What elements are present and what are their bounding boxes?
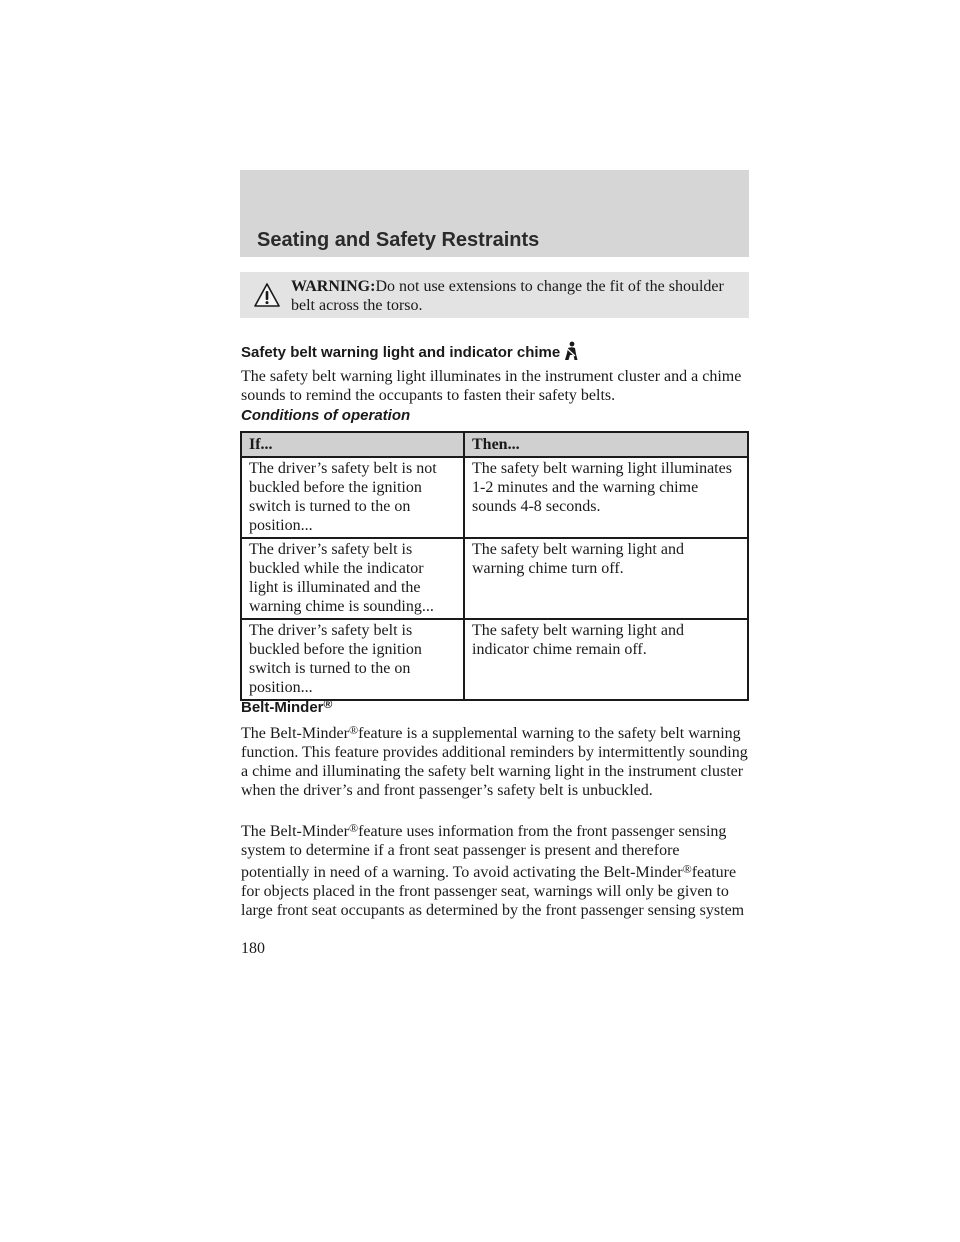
warning-text [291, 277, 731, 315]
warning-body: Do not use extensions to change the fit of the shoulder belt across the torso. [291, 278, 724, 314]
registered-mark: ® [682, 862, 692, 876]
column-header-if: If... [241, 432, 464, 457]
registered-mark: ® [348, 821, 359, 835]
seatbelt-indicator-icon [562, 341, 580, 361]
column-header-then: Then... [464, 432, 748, 457]
belt-minder-paragraph-1 [241, 721, 751, 800]
table-row [241, 538, 748, 619]
belt-minder-heading [241, 697, 332, 716]
registered-mark: ® [348, 723, 359, 737]
paragraph-text: feature for objects placed in the front passenger seat, warnings will only be given to large front seat occupants as determined by the front passenger sensing system [241, 864, 745, 919]
table-cell-then: The safety belt warning light illuminates 1-2 minutes and the warning chime sounds 4-8 seconds. [464, 457, 748, 538]
warning-label: WARNING: [291, 278, 376, 295]
belt-minder-name: The Belt-Minder [241, 823, 349, 840]
warning-light-description: The safety belt warning light illuminates in the instrument cluster and a chime sounds to remind the occupants to fasten their safety belts. [241, 368, 742, 404]
table-row [241, 619, 748, 700]
table-cell-if: The driver’s safety belt is buckled while the indicator light is illuminated and the warning chime is sounding... [241, 538, 464, 619]
registered-mark: ® [323, 697, 333, 711]
table-cell-then: The safety belt warning light and warning chime turn off. [464, 538, 748, 619]
paragraph-text: feature is a supplemental warning to the safety belt warning function. This feature provides additional reminders by intermittently sounding a chime and illuminating the safety belt warning light in the instrument cluster when the driver’s and front passenger’s safety belt is unbuckled. [241, 725, 748, 799]
table-row [241, 457, 748, 538]
warning-light-heading [241, 341, 580, 361]
conditions-heading: Conditions of operation [241, 407, 411, 424]
paragraph-text: feature uses information from the front passenger sensing system to determine if a front seat passenger is present and therefore potentially in need of a warning. To avoid activating the Belt-Minder [241, 823, 727, 881]
conditions-table [240, 431, 749, 701]
belt-minder-heading-text: Belt-Minder [241, 699, 324, 716]
table-header-row [241, 432, 748, 457]
page-number: 180 [241, 940, 265, 957]
warning-triangle-icon [254, 283, 280, 307]
belt-minder-name: The Belt-Minder [241, 725, 349, 742]
belt-minder-paragraph-2 [241, 819, 751, 920]
warning-light-heading-text: Safety belt warning light and indicator chime [241, 344, 561, 361]
table-cell-if: The driver’s safety belt is not buckled before the ignition switch is turned to the on position... [241, 457, 464, 538]
table-cell-then: The safety belt warning light and indicator chime remain off. [464, 619, 748, 700]
table-cell-if: The driver’s safety belt is buckled before the ignition switch is turned to the on position... [241, 619, 464, 700]
section-title: Seating and Safety Restraints [257, 229, 540, 251]
